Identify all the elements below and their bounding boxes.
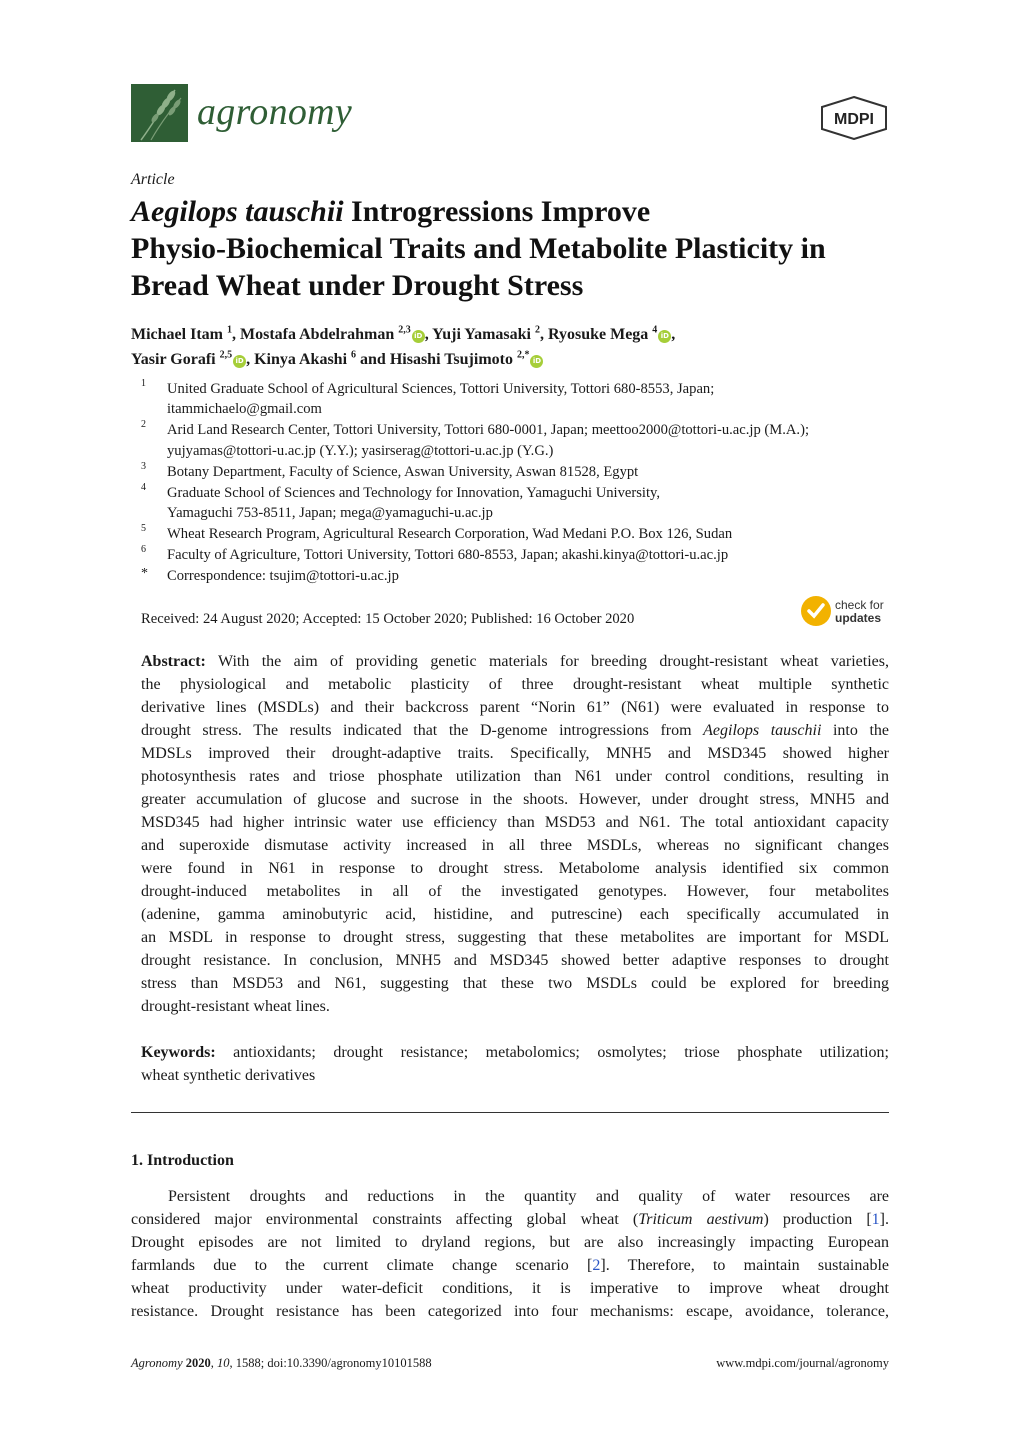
abstract-text: drought stress. The results indicated that the D-genome introgressions from bbox=[141, 722, 704, 739]
intro-line: wheat productivity under water-deficit conditions, it is imperative to improve wheat drought bbox=[131, 1280, 889, 1297]
keywords-text: antioxidants; drought resistance; metabolomics; osmolytes; triose phosphate utilization; bbox=[215, 1044, 889, 1061]
section-divider bbox=[131, 1112, 889, 1113]
intro-line bbox=[131, 1254, 889, 1277]
author-name[interactable]: Mostafa Abdelrahman bbox=[239, 326, 395, 343]
abstract-line: greater accumulation of glucose and sucrose in the shoots. However, under drought stress, MNH5 and bbox=[141, 791, 889, 808]
affiliation-number: 1 bbox=[141, 378, 146, 389]
abstract-line: MDSLs improved their drought-adaptive traits. Specifically, MNH5 and MSD345 showed higher bbox=[141, 745, 889, 762]
citation-link[interactable]: 2 bbox=[592, 1257, 601, 1274]
wheat-icon bbox=[131, 84, 188, 142]
affiliation-line: Botany Department, Faculty of Science, Aswan University, Aswan 81528, Egypt bbox=[167, 464, 639, 480]
affiliation-line: United Graduate School of Agricultural Sciences, Tottori University, Tottori 680-8553, Japan; bbox=[167, 381, 715, 397]
intro-text: ]. bbox=[879, 1211, 889, 1228]
species-name: Aegilops tauschii bbox=[703, 722, 822, 739]
keywords-line bbox=[141, 1041, 889, 1064]
abstract-line: derivative lines (MSDLs) and their backcross parent “Norin 61” (N61) were evaluated in response to bbox=[141, 699, 889, 716]
article-title bbox=[131, 193, 901, 304]
abstract-text: into the bbox=[821, 722, 890, 739]
abstract-label: Abstract: bbox=[141, 653, 206, 670]
abstract-line: photosynthesis rates and triose phosphate utilization than N61 under control conditions, resulting in bbox=[141, 768, 889, 785]
author-name[interactable]: Yuji Yamasaki bbox=[432, 326, 531, 343]
author-name[interactable]: Ryosuke Mega bbox=[547, 326, 649, 343]
journal-logo bbox=[131, 84, 188, 142]
checkmark-icon bbox=[801, 596, 831, 626]
title-line1: Introgressions Improve bbox=[343, 195, 651, 228]
author-affiliation-ref: 2 bbox=[534, 324, 540, 336]
intro-line: Persistent droughts and reductions in the quantity and quality of water resources are bbox=[168, 1188, 889, 1205]
intro-text: ) production [ bbox=[763, 1211, 872, 1228]
publication-dates: Received: 24 August 2020; Accepted: 15 October 2020; Published: 16 October 2020 bbox=[141, 611, 635, 627]
abstract-line: stress than MSD53 and N61, suggesting that these two MSDLs could be explored for breeding bbox=[141, 975, 889, 992]
affiliation-number: 3 bbox=[141, 461, 146, 472]
abstract-line: an MSDL in response to drought stress, suggesting that these metabolites are important for MSDL bbox=[141, 929, 889, 946]
author-name[interactable]: Hisashi Tsujimoto bbox=[389, 351, 513, 368]
author-list: Michael Itam $^1$, Mostafa Abdelrahman $^{2,3}$iD , Yuji Yamasaki $^2$, Ryosuke Mega $^4$iD , Yasir Gorafi $^{2,5}$iD , Kinya Akashi $^6$ and Hisashi Tsujimoto $^{2,*}$iD bbox=[131, 324, 676, 368]
author-name[interactable]: Kinya Akashi bbox=[254, 351, 348, 368]
abstract-line: were found in N61 in response to drought stress. Metabolome analysis identified six common bbox=[141, 860, 889, 877]
abstract-line: MSD345 had higher intrinsic water use efficiency than MSD53 and N61. The total antioxidant capacity bbox=[141, 814, 889, 831]
author-affiliation-ref: 2,* bbox=[516, 349, 530, 361]
affiliation-line: Faculty of Agriculture, Tottori University, Tottori 680-8553, Japan; akashi.kinya@tottori-u.ac.jp bbox=[167, 547, 729, 563]
affiliation-number: 4 bbox=[141, 482, 146, 493]
citation-footer: Agronomy 2020, 10, 1588; doi:10.3390/agronomy10101588 bbox=[131, 1356, 432, 1370]
author-name[interactable]: Yasir Gorafi bbox=[131, 351, 216, 368]
section-heading: 1. Introduction bbox=[131, 1152, 234, 1169]
affiliation-line: Correspondence: tsujim@tottori-u.ac.jp bbox=[167, 568, 399, 584]
intro-text: considered major environmental constraints affecting global wheat ( bbox=[131, 1211, 639, 1228]
journal-url-link[interactable]: www.mdpi.com/journal/agronomy bbox=[716, 1356, 889, 1370]
title-line2: Physio-Biochemical Traits and Metabolite Plasticity in bbox=[131, 232, 826, 265]
affiliation-number: 6 bbox=[141, 544, 146, 555]
intro-line bbox=[131, 1208, 889, 1231]
mdpi-logo bbox=[820, 96, 888, 140]
orcid-icon[interactable]: iD bbox=[412, 330, 425, 343]
affiliation-line: itammichaelo@gmail.com bbox=[167, 401, 322, 417]
journal-name: agronomy bbox=[197, 91, 353, 133]
author-name[interactable]: Michael Itam bbox=[131, 326, 223, 343]
footer-doi[interactable]: , 1588; doi:10.3390/agronomy10101588 bbox=[229, 1356, 432, 1370]
affiliation-number: * bbox=[141, 566, 148, 581]
affiliation-line: Graduate School of Sciences and Technology for Innovation, Yamaguchi University, bbox=[167, 485, 661, 501]
abstract-line bbox=[141, 719, 889, 742]
affiliation-number: 2 bbox=[141, 419, 146, 430]
title-italic: Aegilops tauschii bbox=[131, 195, 344, 228]
affiliation-line: Yamaguchi 753-8511, Japan; mega@yamaguchi-u.ac.jp bbox=[167, 505, 493, 521]
footer-volume: 10 bbox=[217, 1356, 230, 1370]
author-conjunction: and bbox=[360, 351, 390, 368]
abstract-line: and superoxide dismutase activity increased in all three MSDLs, whereas no significant changes bbox=[141, 837, 889, 854]
author-affiliation-ref: 1 bbox=[226, 324, 232, 336]
author-affiliation-ref: 4 bbox=[652, 324, 658, 336]
intro-text: ]. Therefore, to maintain sustainable bbox=[600, 1257, 890, 1274]
author-affiliation-ref: 2,3 bbox=[398, 324, 411, 336]
affiliation-line: Wheat Research Program, Agricultural Research Corporation, Wad Medani P.O. Box 126, Sudan bbox=[167, 526, 733, 542]
abstract-text: With the aim of providing genetic materials for breeding drought-resistant wheat varieties, bbox=[205, 653, 889, 670]
abstract-line bbox=[141, 650, 889, 673]
affiliation-line: yujyamas@tottori-u.ac.jp (Y.Y.); yasirserag@tottori-u.ac.jp (Y.G.) bbox=[167, 443, 554, 459]
check-for-label: check for bbox=[835, 598, 884, 612]
footer-year: 2020 bbox=[185, 1356, 211, 1370]
species-name: Triticum aestivum bbox=[638, 1211, 764, 1228]
affiliation-line: Arid Land Research Center, Tottori University, Tottori 680-0001, Japan; meettoo2000@tottori-u.ac.jp (M.A.); bbox=[167, 422, 809, 438]
affiliation-number: 5 bbox=[141, 523, 146, 534]
abstract-line: drought-induced metabolites in all of the investigated genotypes. However, four metabolites bbox=[141, 883, 889, 900]
abstract-line: drought-resistant wheat lines. bbox=[141, 998, 330, 1015]
updates-label: updates bbox=[835, 611, 882, 625]
article-type: Article bbox=[131, 171, 175, 188]
abstract-line: (adenine, gamma aminobutyric acid, histidine, and putrescine) each specifically accumulated in bbox=[141, 906, 889, 923]
check-for-updates-button[interactable] bbox=[801, 596, 891, 628]
keywords-line: wheat synthetic derivatives bbox=[141, 1067, 316, 1084]
keywords-label: Keywords: bbox=[141, 1044, 216, 1061]
author-affiliation-ref: 2,5 bbox=[219, 349, 233, 361]
orcid-icon[interactable]: iD bbox=[530, 355, 543, 368]
publisher-name: MDPI bbox=[834, 111, 874, 128]
title-line3: Bread Wheat under Drought Stress bbox=[131, 269, 584, 302]
orcid-icon[interactable]: iD bbox=[658, 330, 671, 343]
orcid-icon[interactable]: iD bbox=[233, 355, 246, 368]
intro-line: Drought episodes are not limited to dryland regions, but are also increasingly impacting European bbox=[131, 1234, 889, 1251]
author-affiliation-ref: 6 bbox=[351, 349, 357, 361]
abstract-line: drought resistance. In conclusion, MNH5 and MSD345 showed better adaptive responses to drought bbox=[141, 952, 889, 969]
intro-text: farmlands due to the current climate change scenario [ bbox=[131, 1257, 593, 1274]
citation-link[interactable]: 1 bbox=[871, 1211, 880, 1228]
footer-journal: Agronomy bbox=[131, 1356, 183, 1370]
abstract-line: the physiological and metabolic plasticity of three drought-resistant wheat multiple synthetic bbox=[141, 676, 889, 693]
intro-line: resistance. Drought resistance has been categorized into four mechanisms: escape, avoidance, tolerance, bbox=[131, 1303, 889, 1320]
